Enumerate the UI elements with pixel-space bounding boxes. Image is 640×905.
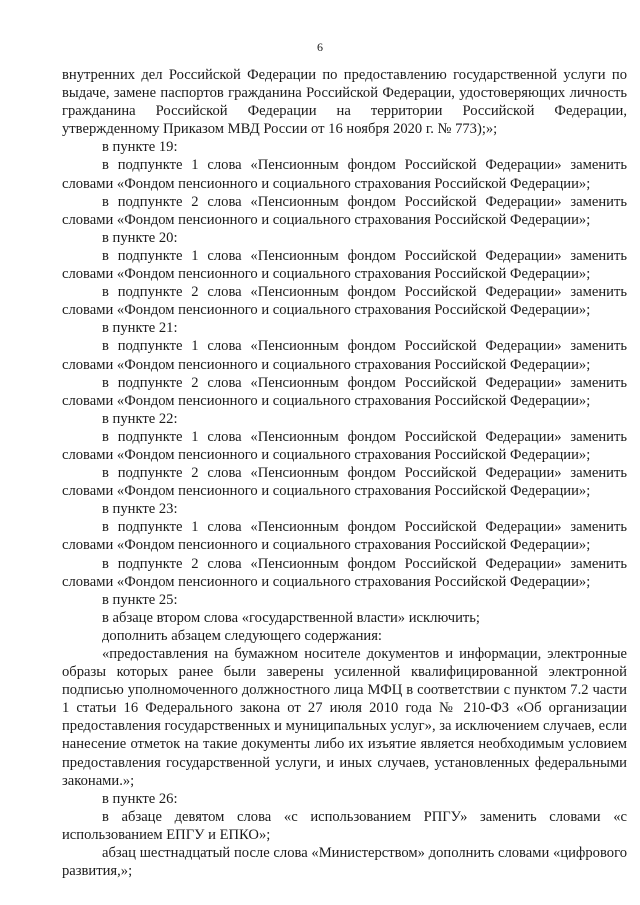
paragraph: в пункте 26: [102, 790, 178, 807]
paragraph: в подпункте 1 слова «Пенсионным фондом Российской Федерации» заменить словами «Фондом пенсионного и социального страхования Российской Федерации»; [62, 338, 627, 373]
paragraph: в подпункте 2 слова «Пенсионным фондом Российской Федерации» заменить словами «Фондом пенсионного и социального страхования Российской Федерации»; [62, 284, 627, 319]
paragraph: в подпункте 2 слова «Пенсионным фондом Российской Федерации» заменить словами «Фондом пенсионного и социального страхования Российской Федерации»; [62, 555, 627, 590]
paragraph: в пункте 25: [102, 591, 178, 608]
document-body [62, 66, 627, 880]
paragraph: в подпункте 2 слова «Пенсионным фондом Российской Федерации» заменить словами «Фондом пенсионного и социального страхования Российской Федерации»; [62, 374, 627, 409]
paragraph: абзац шестнадцатый после слова «Министерством» дополнить словами «цифрового развития,»; [62, 845, 627, 880]
paragraph: в абзаце втором слова «государственной власти» исключить; [102, 609, 480, 626]
paragraph: в пункте 19: [102, 139, 178, 156]
paragraph: в пункте 20: [102, 229, 178, 246]
paragraph: в подпункте 1 слова «Пенсионным фондом Российской Федерации» заменить словами «Фондом пенсионного и социального страхования Российской Федерации»; [62, 519, 627, 554]
paragraph: «предоставления на бумажном носителе документов и информации, электронные образы которых ранее были заверены усиленной квалифицированной электронной подписью уполномоченного должностного лица МФЦ в соответствии с пунктом 7.2 части 1 статьи 16 Федерального закона от 27 июля 2010 года № 210-ФЗ «Об организации предоставления государственных и муниципальных услуг», за исключением случаев, если нанесение отметок на такие документы либо их изъятие является необходимым условием предоставления государственной услуги, и иных случаев, установленных федеральными законами.»; [62, 646, 627, 789]
paragraph: в подпункте 1 слова «Пенсионным фондом Российской Федерации» заменить словами «Фондом пенсионного и социального страхования Российской Федерации»; [62, 428, 627, 463]
paragraph: в подпункте 1 слова «Пенсионным фондом Российской Федерации» заменить словами «Фондом пенсионного и социального страхования Российской Федерации»; [62, 157, 627, 192]
paragraph: дополнить абзацем следующего содержания: [102, 627, 382, 644]
paragraph: в подпункте 2 слова «Пенсионным фондом Российской Федерации» заменить словами «Фондом пенсионного и социального страхования Российской Федерации»; [62, 193, 627, 228]
paragraph: внутренних дел Российской Федерации по предоставлению государственной услуги по выдаче, замене паспортов гражданина Российской Федерации, удостоверяющих личность гражданина Российской Федерации на территории Российской Федерации, утвержденному Приказом МВД России от 16 ноября 2020 г. № 773);»; [62, 67, 627, 138]
paragraph: в пункте 21: [102, 320, 178, 337]
paragraph: в пункте 22: [102, 410, 178, 427]
paragraph: в пункте 23: [102, 501, 178, 518]
paragraph: в подпункте 2 слова «Пенсионным фондом Российской Федерации» заменить словами «Фондом пенсионного и социального страхования Российской Федерации»; [62, 465, 627, 500]
page-number: 6 [317, 40, 323, 54]
paragraph: в абзаце девятом слова «с использованием РПГУ» заменить словами «с использованием ЕПГУ и ЕПКО»; [62, 808, 627, 843]
paragraph: в подпункте 1 слова «Пенсионным фондом Российской Федерации» заменить словами «Фондом пенсионного и социального страхования Российской Федерации»; [62, 247, 627, 283]
